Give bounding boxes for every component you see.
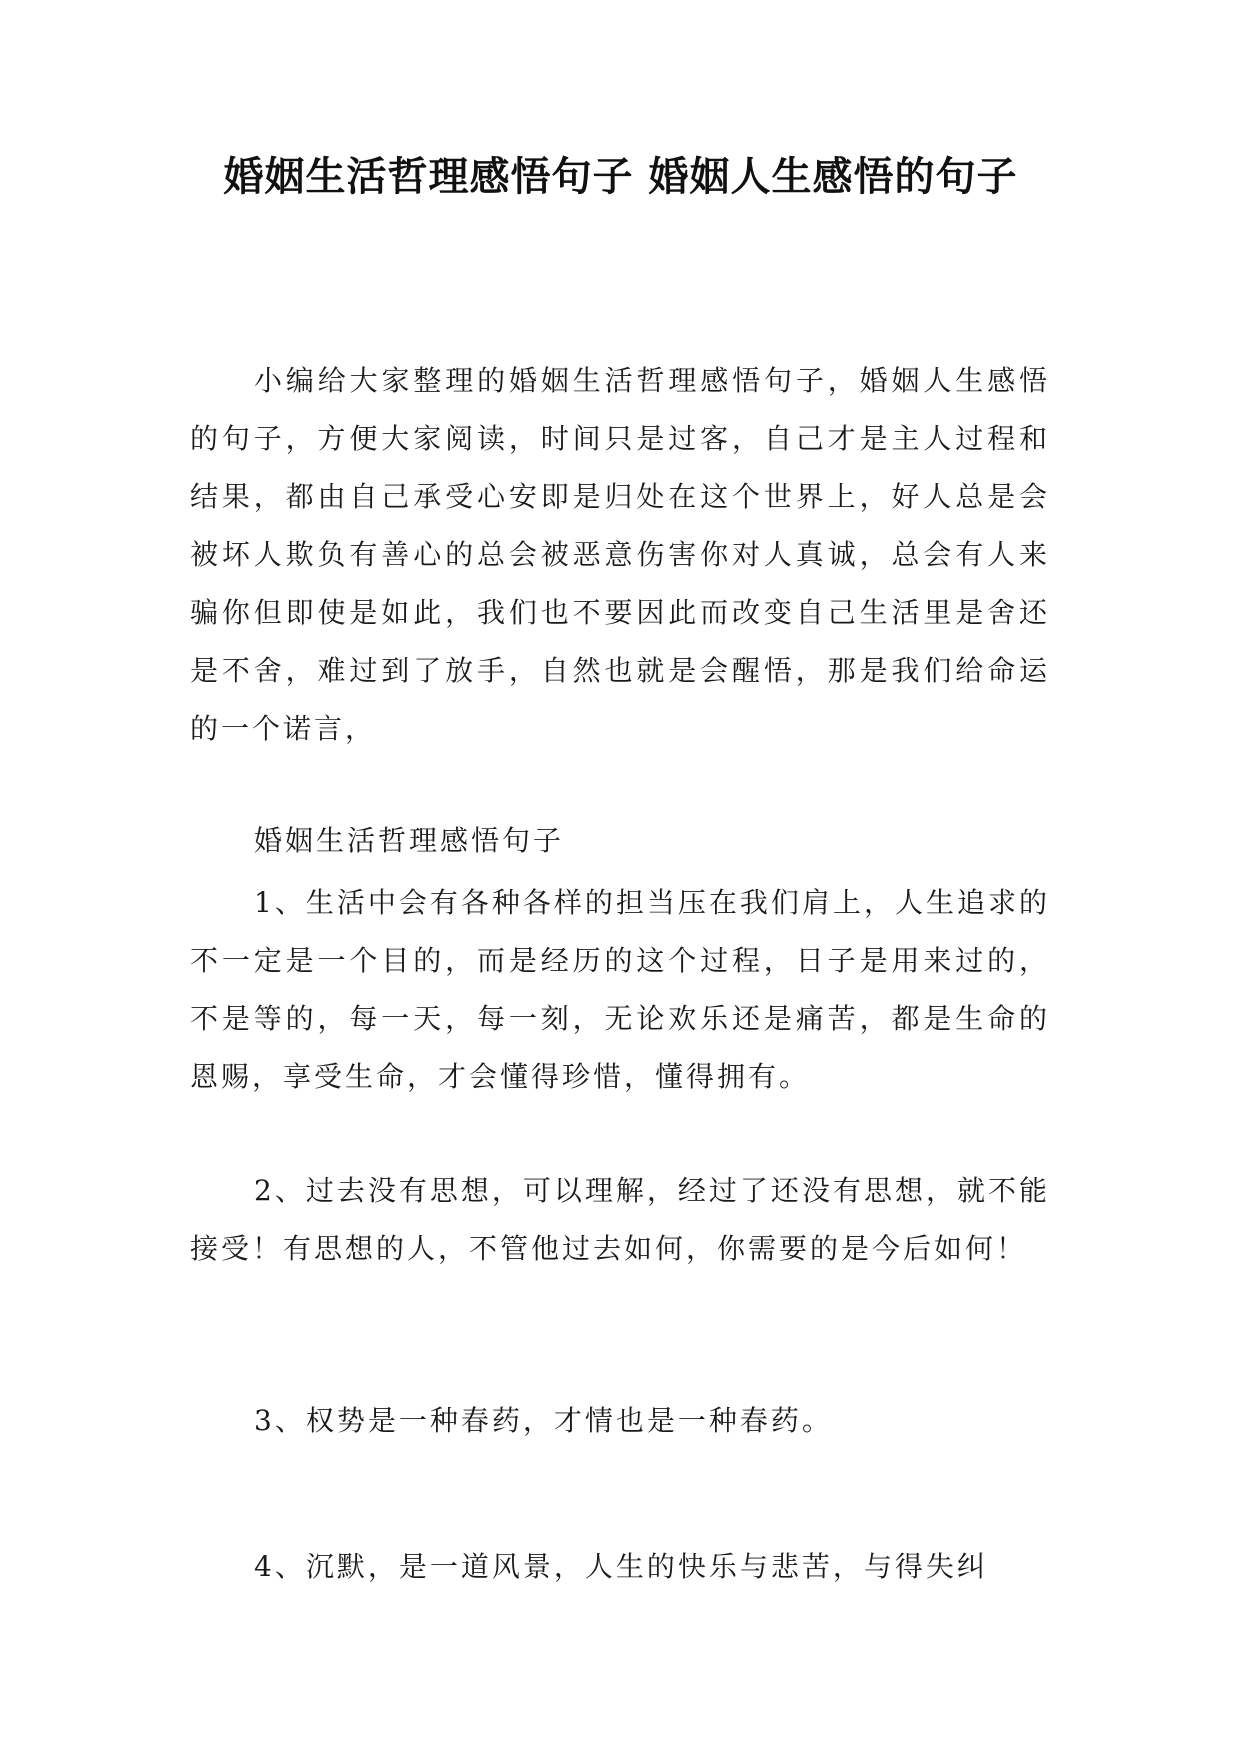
intro-paragraph: 小编给大家整理的婚姻生活哲理感悟句子，婚姻人生感悟的句子，方便大家阅读，时间只是过客，自己才是主人过程和结果，都由自己承受心安即是归处在这个世界上，好人总是会被坏人欺负有善心的总会被恶意伤害你对人真诚，总会有人来骗你但即使是如此，我们也不要因此而改变自己生活里是舍还是不舍，难过到了放手，自然也就是会醒悟，那是我们给命运的一个诺言，: [190, 364, 1050, 745]
list-item: 1、生活中会有各种各样的担当压在我们肩上，人生追求的不一定是一个目的，而是经历的这个过程，日子是用来过的，不是等的，每一天，每一刻，无论欢乐还是痛苦，都是生命的恩赐，享受生命，才会懂得珍惜，懂得拥有。: [190, 886, 1050, 1093]
list-item: 3、权势是一种春药，才情也是一种春药。: [254, 1404, 833, 1437]
document-title: 婚姻生活哲理感悟句子 婚姻人生感悟的句子: [223, 154, 1018, 200]
list-item: 4、沉默，是一道风景，人生的快乐与悲苦，与得失纠: [254, 1550, 988, 1583]
list-item: 2、过去没有思想，可以理解，经过了还没有思想，就不能接受！有思想的人，不管他过去如何，你需要的是今后如何！: [190, 1174, 1050, 1265]
section-heading: 婚姻生活哲理感悟句子: [254, 824, 565, 857]
